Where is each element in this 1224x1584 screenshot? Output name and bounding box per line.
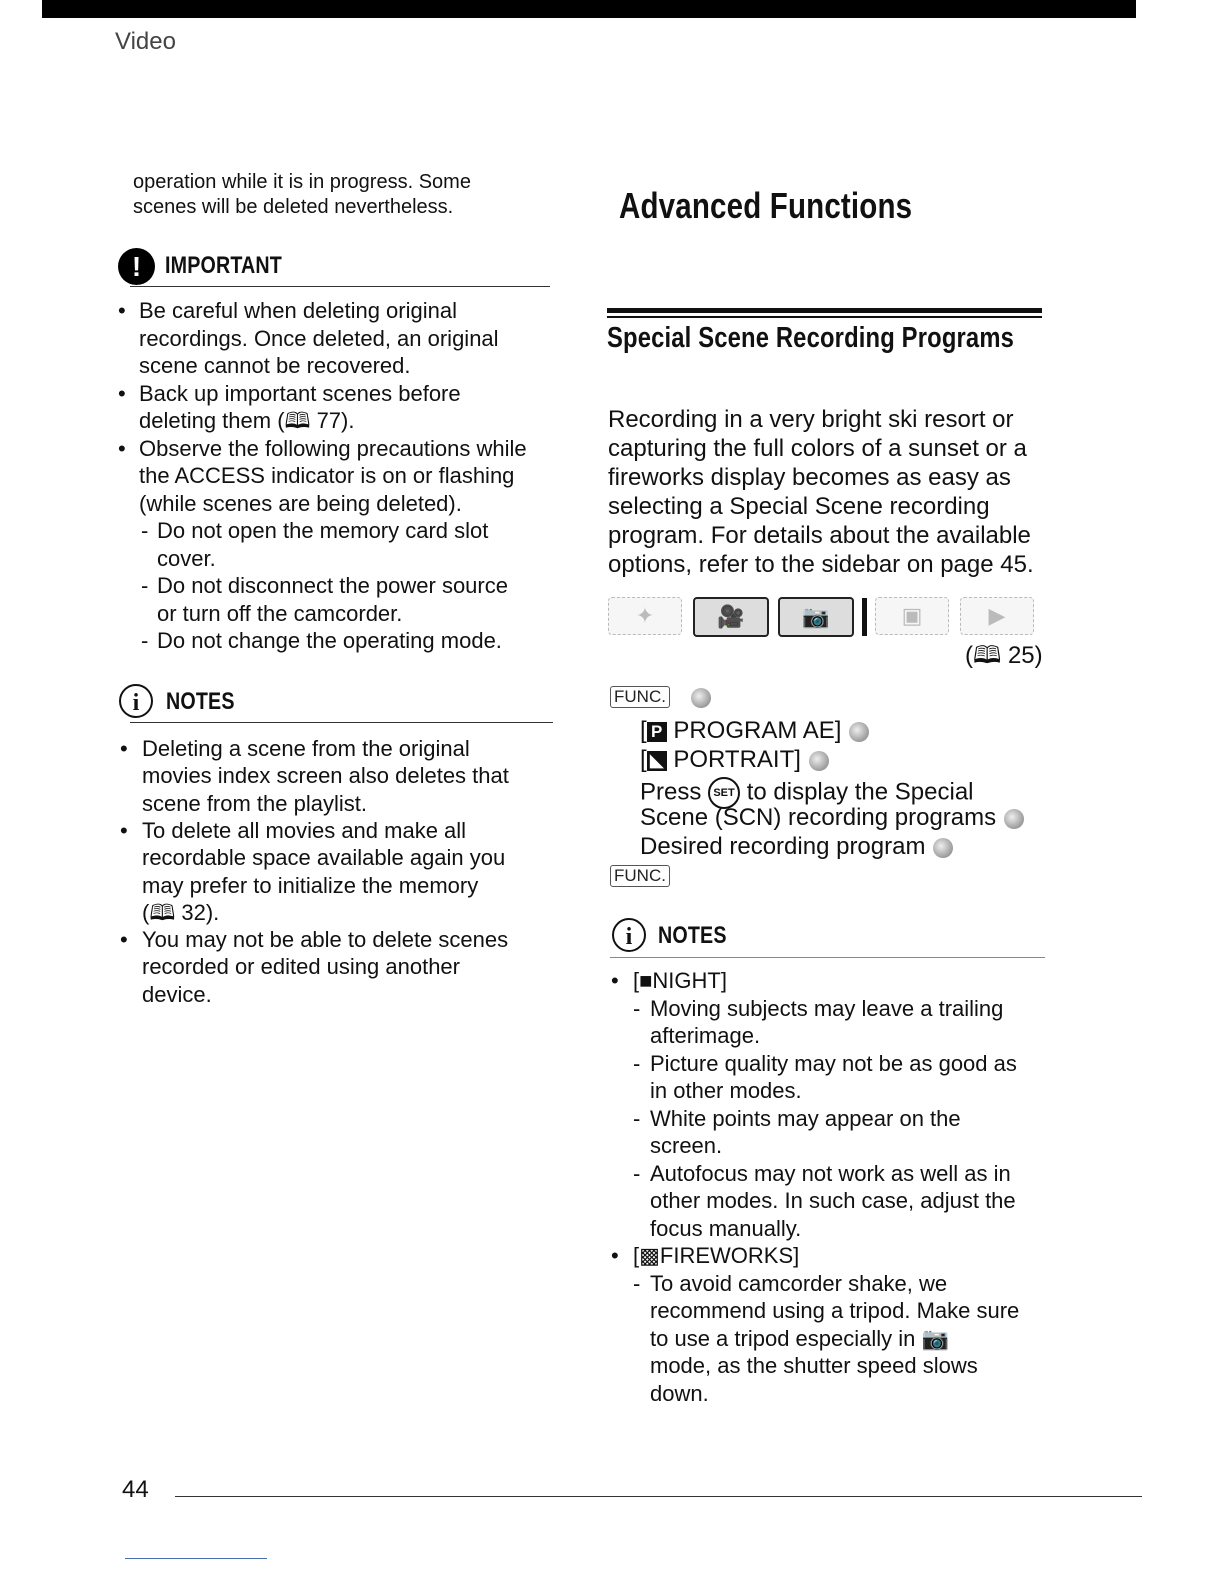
dash-marker: -	[633, 995, 641, 1021]
func-label: FUNC.	[614, 687, 666, 706]
list-item-continuation: Do not change the operating mode.	[157, 628, 502, 653]
list-item: Be careful when deleting original	[139, 298, 457, 323]
list-item-continuation: Autofocus may not work as well as in	[650, 1160, 1011, 1186]
step-text: Press	[640, 778, 702, 806]
arrow-icon	[809, 751, 829, 771]
list-item: Deleting a scene from the original	[142, 736, 470, 761]
step-text: PROGRAM AE]	[673, 717, 842, 744]
list-item-continuation: recordable space available again you	[142, 845, 506, 871]
footer-link-line	[125, 1558, 267, 1559]
list-item-continuation: Do not open the memory card slot	[157, 518, 489, 543]
func-label: FUNC.	[614, 866, 666, 885]
func-button-icon	[610, 686, 670, 708]
notes-title: NOTES	[166, 688, 235, 715]
arrow-icon	[933, 838, 953, 858]
step-text: PORTRAIT]	[673, 746, 801, 773]
dash-marker: -	[633, 1270, 641, 1296]
list-item-continuation: mode, as the shutter speed slows	[650, 1353, 978, 1378]
bullet-icon: •	[120, 817, 128, 843]
page-reference: (🕮 25)	[965, 642, 1043, 669]
body-line: program. For details about the available	[608, 522, 1031, 549]
bullet-icon: •	[118, 435, 126, 461]
arrow-icon	[691, 688, 711, 708]
body-line: options, refer to the sidebar on page 45.	[608, 551, 1034, 578]
body-line: fireworks display becomes as easy as	[608, 464, 1011, 491]
important-title: IMPORTANT	[165, 252, 282, 279]
list-item-continuation: the ACCESS indicator is on or flashing	[139, 463, 515, 488]
step-text: Scene (SCN) recording programs	[640, 804, 997, 831]
info-icon: i	[119, 684, 153, 718]
step-text: Desired recording program	[640, 833, 926, 860]
page-number: 44	[122, 1476, 149, 1503]
important-icon: !	[118, 248, 155, 285]
list-item-continuation: (while scenes are being deleted).	[139, 490, 462, 516]
list-item-continuation: focus manually.	[650, 1215, 802, 1241]
procedure-step	[640, 835, 953, 859]
body-line: Recording in a very bright ski resort or	[608, 406, 1014, 433]
list-item-continuation: or turn off the camcorder.	[157, 600, 403, 626]
section-rule-thin	[607, 316, 1042, 318]
dash-marker: -	[633, 1050, 641, 1076]
bullet-icon: •	[118, 298, 126, 323]
list-item-continuation: screen.	[650, 1133, 723, 1158]
body-line: capturing the full colors of a sunset or a	[608, 435, 1027, 462]
arrow-icon	[849, 722, 869, 742]
paragraph-line: scenes will be deleted nevertheless.	[133, 196, 454, 218]
notes-divider	[610, 957, 1045, 958]
list-item: Back up important scenes before	[139, 380, 461, 406]
list-item-continuation: scene from the playlist.	[142, 790, 367, 816]
mode-glyph-icon: ◣	[647, 751, 667, 771]
list-item-continuation: device.	[142, 981, 212, 1007]
list-item: [▩FIREWORKS]	[633, 1243, 800, 1268]
section-title: Special Scene Recording Programs	[607, 322, 1015, 354]
bullet-icon: •	[611, 1243, 619, 1268]
bullet-icon: •	[611, 968, 619, 993]
arrow-icon	[1004, 809, 1024, 829]
func-button-icon	[610, 865, 670, 887]
body-line: selecting a Special Scene recording	[608, 493, 990, 520]
list-item-continuation: other modes. In such case, adjust the	[650, 1188, 1016, 1213]
procedure-step	[640, 806, 1024, 830]
list-item-continuation: (🕮 32).	[142, 899, 220, 925]
bracket: [	[640, 746, 647, 773]
list-item-continuation: cover.	[157, 545, 216, 571]
info-icon: i	[612, 918, 646, 952]
list-item-continuation: To avoid camcorder shake, we	[650, 1270, 948, 1296]
set-button-icon: SET	[708, 777, 740, 809]
list-item: Observe the following precautions while	[139, 435, 527, 461]
bullet-icon: •	[118, 380, 126, 406]
section-rule-thick	[607, 308, 1042, 313]
list-item-continuation: recorded or edited using another	[142, 954, 460, 980]
list-item-continuation: Moving subjects may leave a trailing	[650, 995, 1004, 1021]
dash-marker: -	[141, 518, 149, 543]
list-item-continuation: movies index screen also deletes that	[142, 763, 509, 789]
list-item-continuation: recordings. Once deleted, an original	[139, 325, 499, 351]
dash-marker: -	[141, 628, 149, 653]
list-item-continuation: White points may appear on the	[650, 1105, 961, 1131]
section-label: Video	[115, 28, 176, 55]
list-item-continuation: in other modes.	[650, 1078, 802, 1103]
procedure-step	[640, 719, 869, 743]
list-item-continuation: Do not disconnect the power source	[157, 573, 508, 598]
dash-marker: -	[141, 573, 149, 598]
bullet-icon: •	[120, 927, 128, 953]
step-text: to display the Special	[746, 778, 974, 806]
list-item-continuation: scene cannot be recovered.	[139, 353, 411, 378]
notes-divider	[130, 722, 553, 723]
photo-mode-icon: 📷	[778, 597, 854, 637]
footer-rule	[175, 1496, 1142, 1497]
list-item-continuation: may prefer to initialize the memory	[142, 872, 479, 898]
top-bar	[42, 0, 1136, 18]
mode-separator	[862, 598, 867, 636]
list-item: To delete all movies and make all	[142, 817, 467, 843]
list-item-continuation: afterimage.	[650, 1023, 761, 1048]
list-item: [■NIGHT]	[633, 968, 727, 993]
movie-mode-icon: 🎥	[693, 597, 769, 637]
list-item-continuation: recommend using a tripod. Make sure	[650, 1298, 1020, 1323]
playback-photo-icon: ▶	[960, 597, 1034, 635]
list-item: You may not be able to delete scenes	[142, 927, 509, 953]
bracket: [	[640, 717, 647, 744]
list-item-continuation: to use a tripod especially in 📷	[650, 1325, 949, 1351]
dash-marker: -	[633, 1105, 641, 1131]
procedure-step	[640, 748, 829, 772]
dash-marker: -	[633, 1160, 641, 1186]
bullet-icon: •	[120, 736, 128, 761]
mode-icon-easy: ✦	[608, 597, 682, 635]
important-divider	[130, 286, 550, 287]
list-item-continuation: down.	[650, 1380, 709, 1406]
notes-title: NOTES	[658, 922, 727, 949]
chapter-title: Advanced Functions	[619, 185, 913, 226]
list-item-continuation: deleting them (🕮 77).	[139, 408, 355, 433]
paragraph-line: operation while it is in progress. Some	[133, 171, 471, 193]
list-item-continuation: Picture quality may not be as good as	[650, 1050, 1017, 1076]
mode-glyph-icon: P	[647, 722, 667, 742]
playback-movie-icon: ▣	[875, 597, 949, 635]
